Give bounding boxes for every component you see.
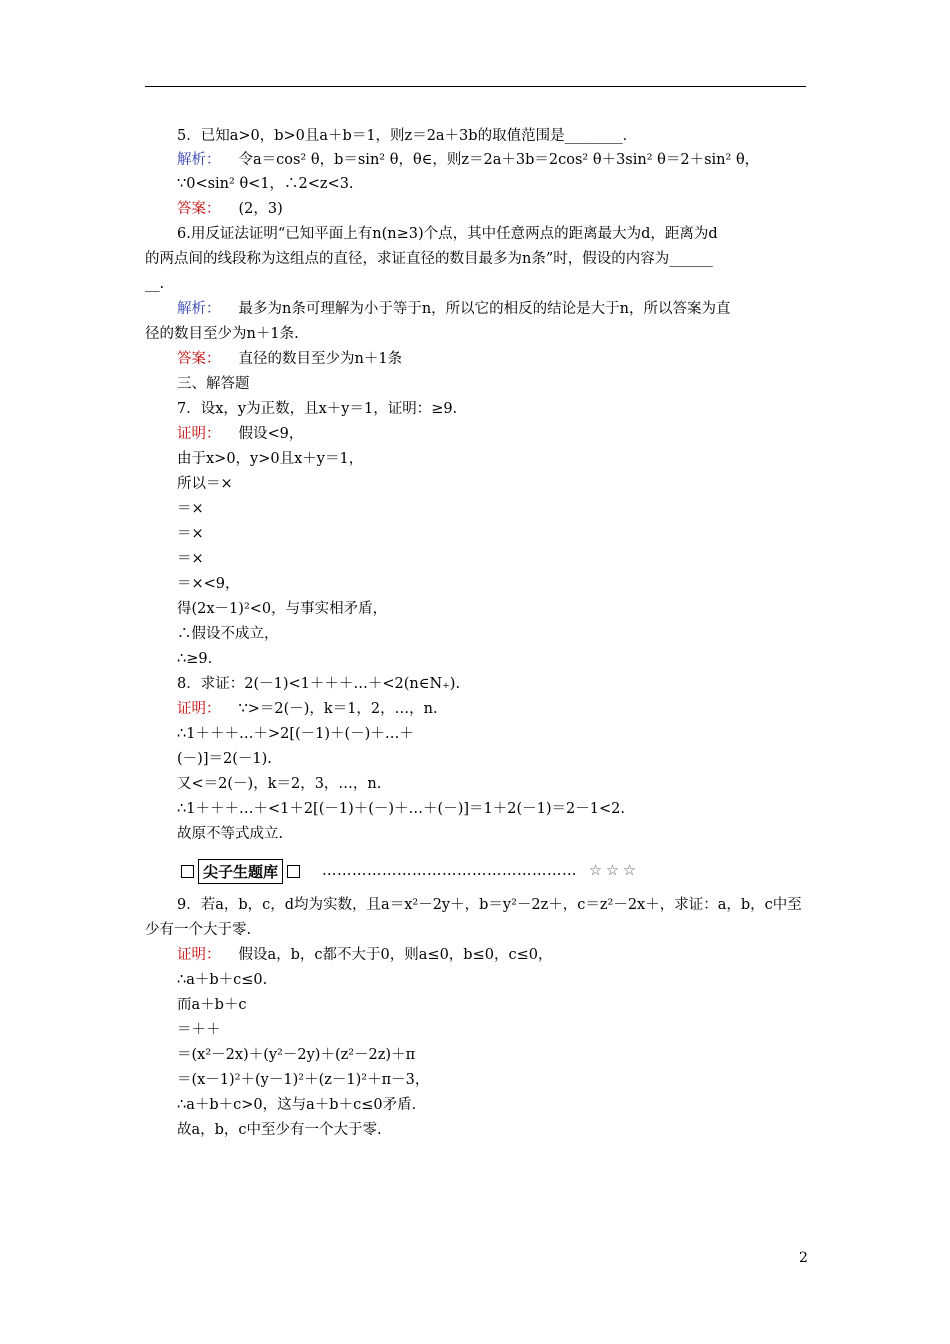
text-line [177,499,204,519]
text-line [177,945,552,965]
text-line [177,574,240,594]
page-number: 2 [799,1250,808,1266]
text-line [177,624,279,644]
line-text: 少有一个大于零. [145,922,252,938]
text-line [177,349,402,369]
text-line [177,1070,429,1090]
text-line [177,799,625,819]
text-line [145,274,164,294]
text-line [177,1045,415,1065]
line-text: ∵0<sin² θ<1，∴2<z<3. [177,176,354,192]
text-line [177,449,363,469]
line-text: 故a，b，c中至少有一个大于零. [177,1122,382,1138]
line-text: ∴a＋b＋c>0，这与a＋b＋c≤0矛盾. [177,1097,417,1113]
header-rule [145,86,806,87]
line-text: ＝(x²－2x)＋(y²－2y)＋(z²－2z)＋π [177,1047,416,1063]
text-line [177,674,460,694]
line-text: (－)]＝2(－1). [177,751,272,767]
line-text: 5．已知a>0，b>0且a＋b＝1，则z＝2a＋3b的取值范围是________． [177,128,638,144]
line-text: ∴a＋b＋c≤0. [177,972,268,988]
text-line [145,249,713,269]
line-text: 6.用反证法证明“已知平面上有n(n≥3)个点，其中任意两点的距离最大为d，距离为d [177,226,718,242]
label-tag: 答案： [177,351,221,367]
line-text: 假设a，b，c都不大于0，则a≤0，b≤0，c≤0， [238,947,553,963]
line-text: ∴1＋＋＋…＋<1＋2[(－1)＋(－)＋…＋(－)]＝1＋2(－1)＝2－1<2. [177,801,625,817]
line-text: 9．若a，b，c，d均为实数，且a＝x²－2y＋，b＝y²－2z＋，c＝z²－2x＋，求证：a，b，c中至 [177,897,802,913]
text-line [177,774,381,794]
text-line [177,699,438,719]
line-text: 直径的数目至少为n＋1条 [238,351,403,367]
text-line [177,374,250,394]
text-line [177,895,802,915]
line-text: ＝× [177,526,204,542]
label-tag: 解析： [177,301,221,317]
label-tag: 证明： [177,701,221,717]
line-text: 由于x>0，y>0且x＋y＝1， [177,451,364,467]
line-text: ∴假设不成立， [177,626,279,642]
label-tag: 解析： [177,152,221,168]
line-text: ∴1＋＋＋…＋>2[(－1)＋(－)＋…＋ [177,726,414,742]
difficulty-stars-icon: ☆☆☆ [589,863,641,879]
text-line [177,126,637,146]
line-text: ∵>＝2(－)，k＝1，2，…，n. [238,701,438,717]
text-line [145,324,299,344]
line-text: 最多为n条可理解为小于等于n，所以它的相反的结论是大于n，所以答案为直 [238,301,731,317]
line-text: (2，3) [238,201,283,217]
line-text: 所以＝× [177,476,233,492]
line-text: 8．求证：2(－1)<1＋＋＋…＋<2(n∈N₊). [177,676,461,692]
line-text: ＝× [177,551,204,567]
text-line [177,199,283,219]
line-text: __. [145,276,165,292]
line-text: 径的数目至少为n＋1条. [145,326,299,342]
label-tag: 证明： [177,947,221,963]
text-line [177,649,212,669]
text-line [177,1120,382,1140]
text-line [177,224,718,244]
text-line [177,970,267,990]
text-line [177,1095,416,1115]
line-text: 令a＝cos² θ，b＝sin² θ，θ∈，则z＝2a＋3b＝2cos² θ＋3sin² θ＝2＋sin² θ， [238,152,760,168]
text-line [177,174,354,194]
section-title: 尖子生题库 [198,859,283,884]
line-text: 7．设x，y为正数，且x＋y＝1，证明：≥9. [177,401,458,417]
line-text: 又<＝2(－)，k＝2，3，…，n. [177,776,382,792]
text-line [177,299,731,319]
text-line [177,150,759,170]
section-header-jianzi [177,858,640,884]
line-text: ＝×<9， [177,576,240,592]
square-bullet-icon [181,865,194,878]
text-line [177,995,247,1015]
text-line [177,524,204,544]
text-line [177,1020,221,1040]
text-line [145,920,251,940]
label-tag: 证明： [177,426,221,442]
text-line [177,474,233,494]
line-text: ＝＋＋ [177,1022,221,1038]
line-text: 的两点间的线段称为这组点的直径，求证直径的数目最多为n条”时，假设的内容为______ [145,251,713,267]
text-line [177,599,387,619]
line-text: 故原不等式成立. [177,826,284,842]
line-text: 三、解答题 [177,376,250,392]
text-line [177,399,457,419]
text-line [177,749,272,769]
line-text: ＝× [177,501,204,517]
text-line [177,824,283,844]
square-bullet-icon [287,865,300,878]
text-line [177,724,414,744]
text-line [177,549,204,569]
line-text: 假设<9， [238,426,304,442]
line-text: ＝(x－1)²＋(y－1)²＋(z－1)²＋π－3， [177,1072,430,1088]
line-text: ∴≥9. [177,651,213,667]
line-text: 得(2x－1)²<0，与事实相矛盾， [177,601,388,617]
line-text: 而a＋b＋c [177,997,247,1013]
leader-dots: …………………………………………… [322,863,578,879]
text-line [177,424,303,444]
label-tag: 答案： [177,201,221,217]
